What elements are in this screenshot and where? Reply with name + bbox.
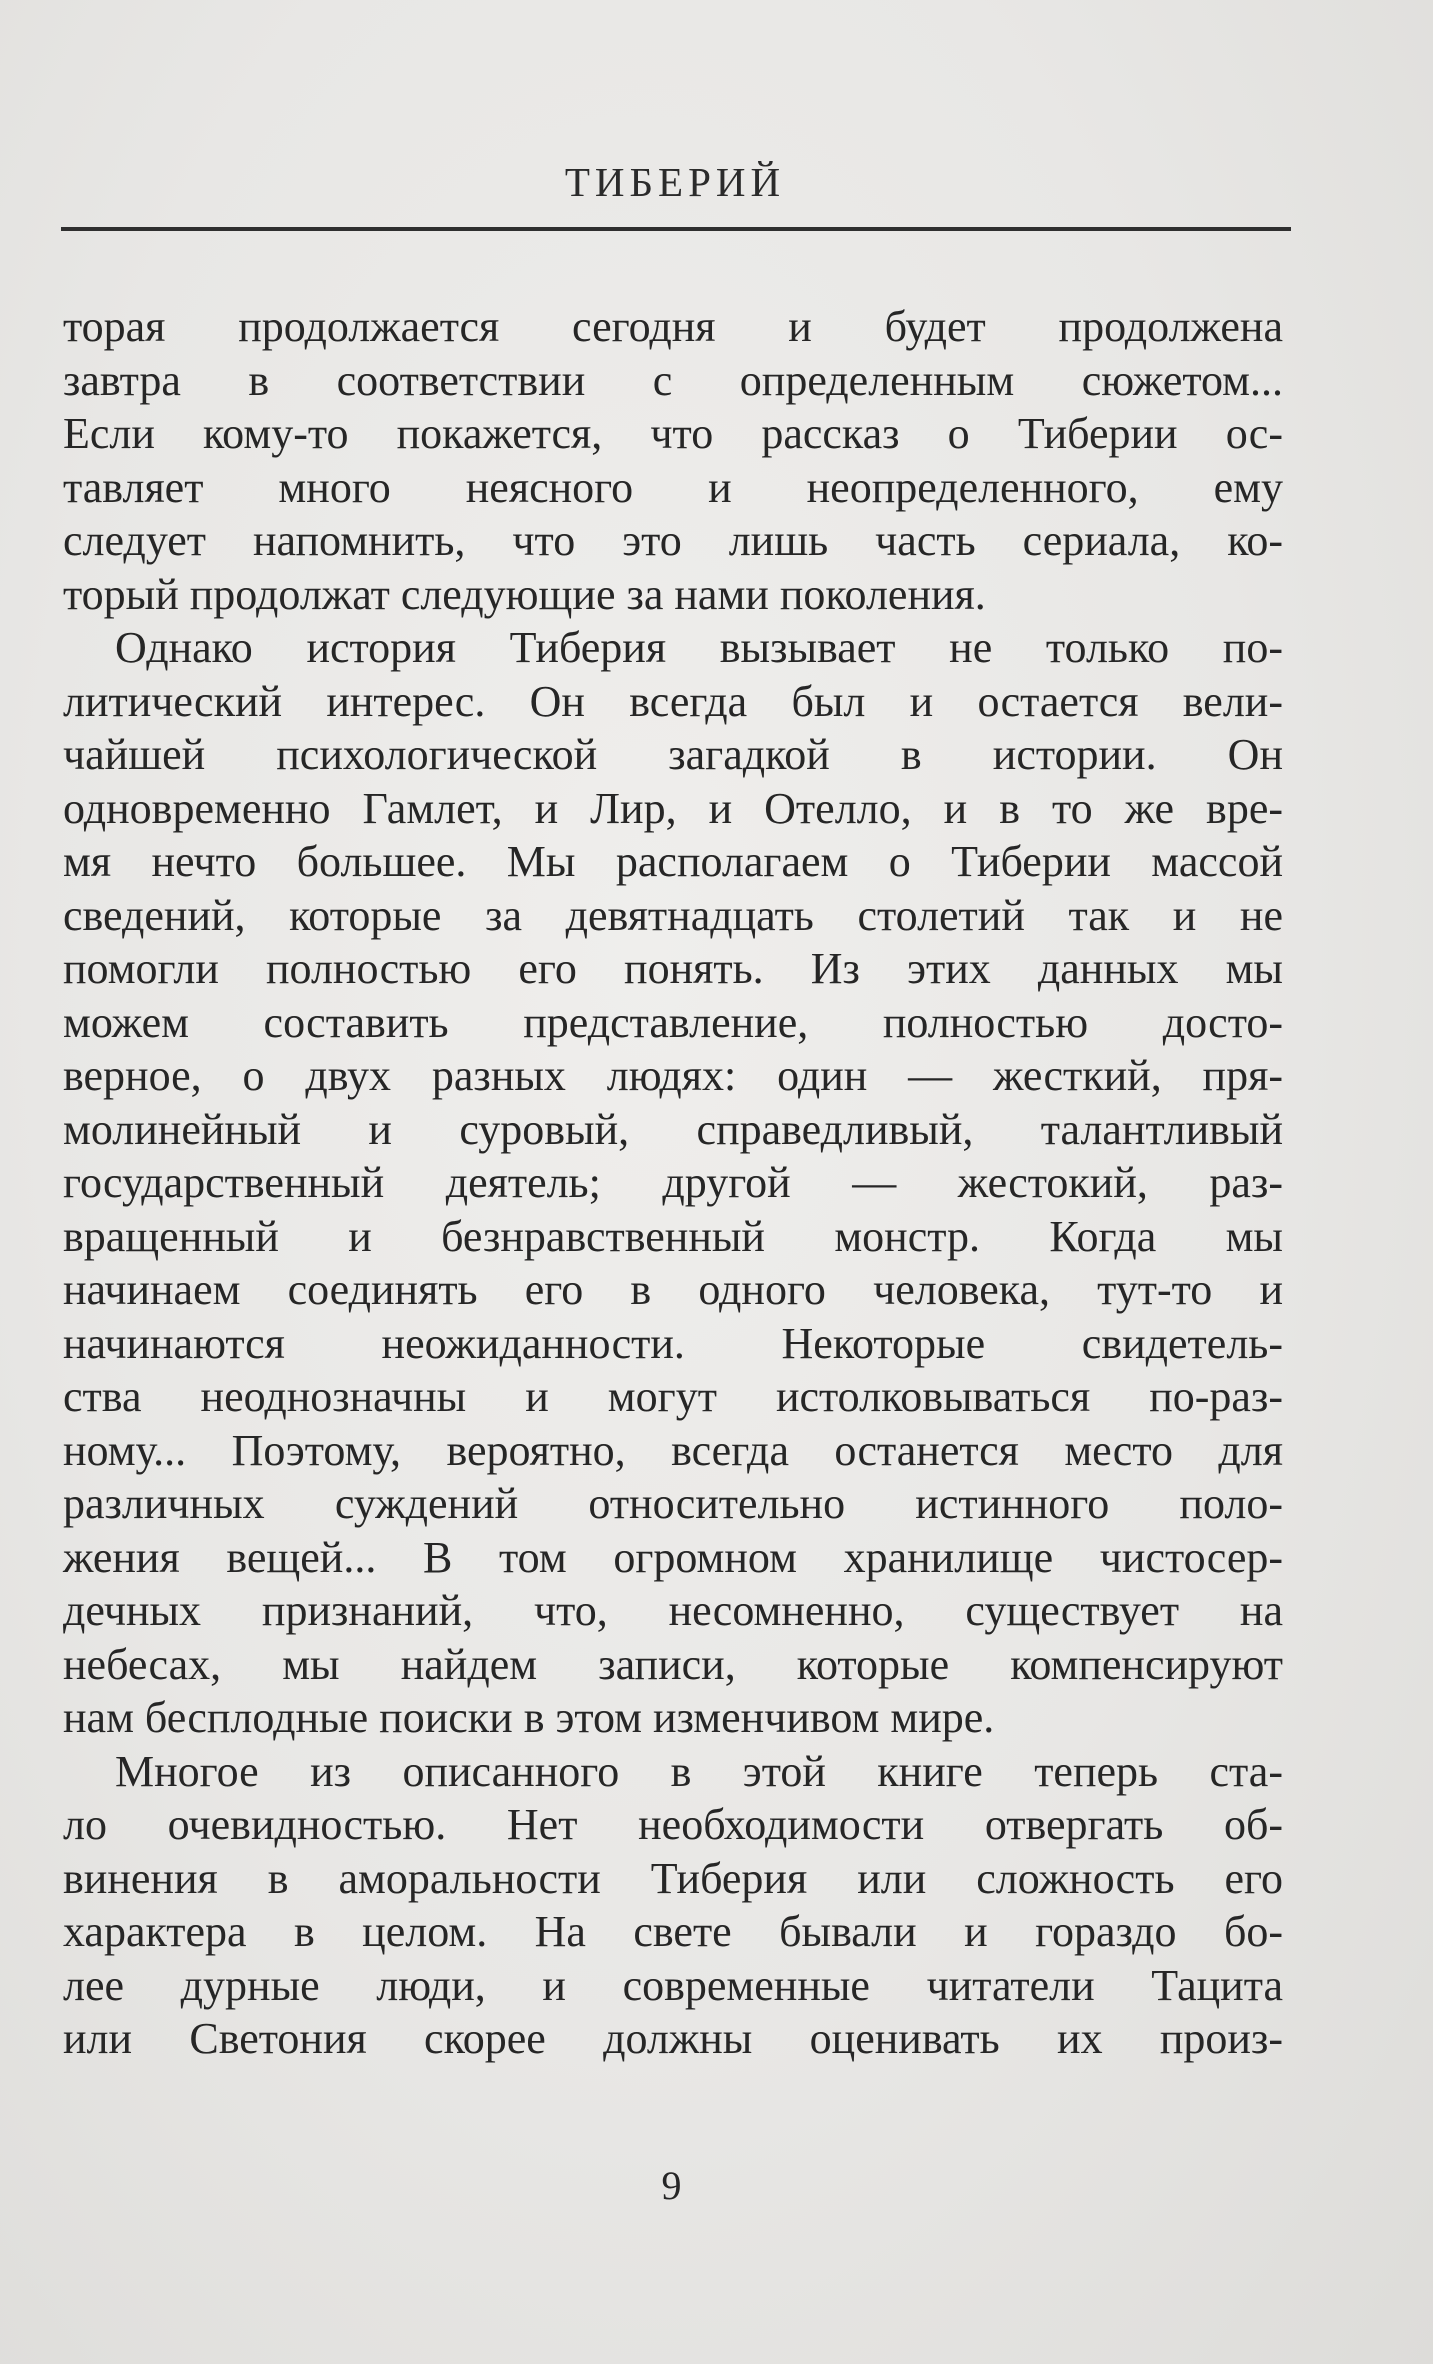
text-line: Многое из описанного в этой книге теперь ста-	[115, 1746, 1283, 1796]
text-line: чайшей психологической загадкой в истории. Он	[63, 730, 1283, 779]
text-line: помогли полностью его понять. Из этих данных мы	[63, 944, 1283, 993]
text-line: Если кому-то покажется, что рассказ о Тиберии ос-	[63, 409, 1283, 458]
text-line: торый продолжат следующие за нами поколения.	[63, 569, 986, 619]
text-line: одновременно Гамлет, и Лир, и Отелло, и в то же вре-	[63, 783, 1283, 833]
header-rule	[61, 227, 1291, 231]
text-line: литический интерес. Он всегда был и остается вели-	[63, 676, 1283, 726]
text-line: торая продолжается сегодня и будет продолжена	[63, 302, 1283, 351]
text-line: или Светония скорее должны оценивать их произ-	[63, 2014, 1283, 2063]
body-text	[63, 300, 1283, 2066]
text-line: характера в целом. На свете бывали и гораздо бо-	[63, 1907, 1283, 1956]
text-line: можем составить представление, полностью досто-	[63, 997, 1283, 1047]
text-line: жения вещей... В том огромном хранилище чистосер-	[63, 1532, 1283, 1582]
text-line: верное, о двух разных людях: один — жесткий, пря-	[63, 1051, 1283, 1100]
text-line: нам бесплодные поиски в этом изменчивом мире.	[63, 1693, 995, 1742]
text-line: небесах, мы найдем записи, которые компенсируют	[63, 1639, 1283, 1689]
text-line: государственный деятель; другой — жестокий, раз-	[63, 1158, 1283, 1207]
text-line: дечных признаний, что, несомненно, существует на	[63, 1586, 1283, 1635]
text-line: винения в аморальности Тиберия или сложность его	[63, 1853, 1283, 1903]
text-line: сведений, которые за девятнадцать столетий так и не	[63, 890, 1283, 940]
text-line: ному... Поэтому, вероятно, всегда останется место для	[63, 1425, 1283, 1475]
text-line: вращенный и безнравственный монстр. Когда мы	[63, 1211, 1283, 1261]
text-line: тавляет много неясного и неопределенного, ему	[63, 462, 1283, 512]
text-line: Однако история Тиберия вызывает не только по-	[115, 623, 1283, 672]
text-line: ства неоднозначны и могут истолковываться по-раз-	[63, 1372, 1283, 1421]
page-number: 9	[661, 2163, 682, 2208]
text-line: лее дурные люди, и современные читатели Тацита	[63, 1960, 1283, 2010]
text-line: следует напомнить, что это лишь часть сериала, ко-	[63, 516, 1283, 565]
text-line: начинаются неожиданности. Некоторые свидетель-	[63, 1318, 1283, 1368]
text-line: различных суждений относительно истинного поло-	[63, 1479, 1283, 1528]
text-line: мя нечто большее. Мы располагаем о Тиберии массой	[63, 837, 1283, 886]
running-head: ТИБЕРИЙ	[564, 159, 786, 205]
text-line: начинаем соединять его в одного человека, тут-то и	[63, 1265, 1283, 1314]
text-line: завтра в соответствии с определенным сюжетом...	[63, 355, 1283, 405]
text-line: молинейный и суровый, справедливый, талантливый	[63, 1104, 1283, 1154]
text-line: ло очевидностью. Нет необходимости отвергать об-	[63, 1800, 1283, 1849]
